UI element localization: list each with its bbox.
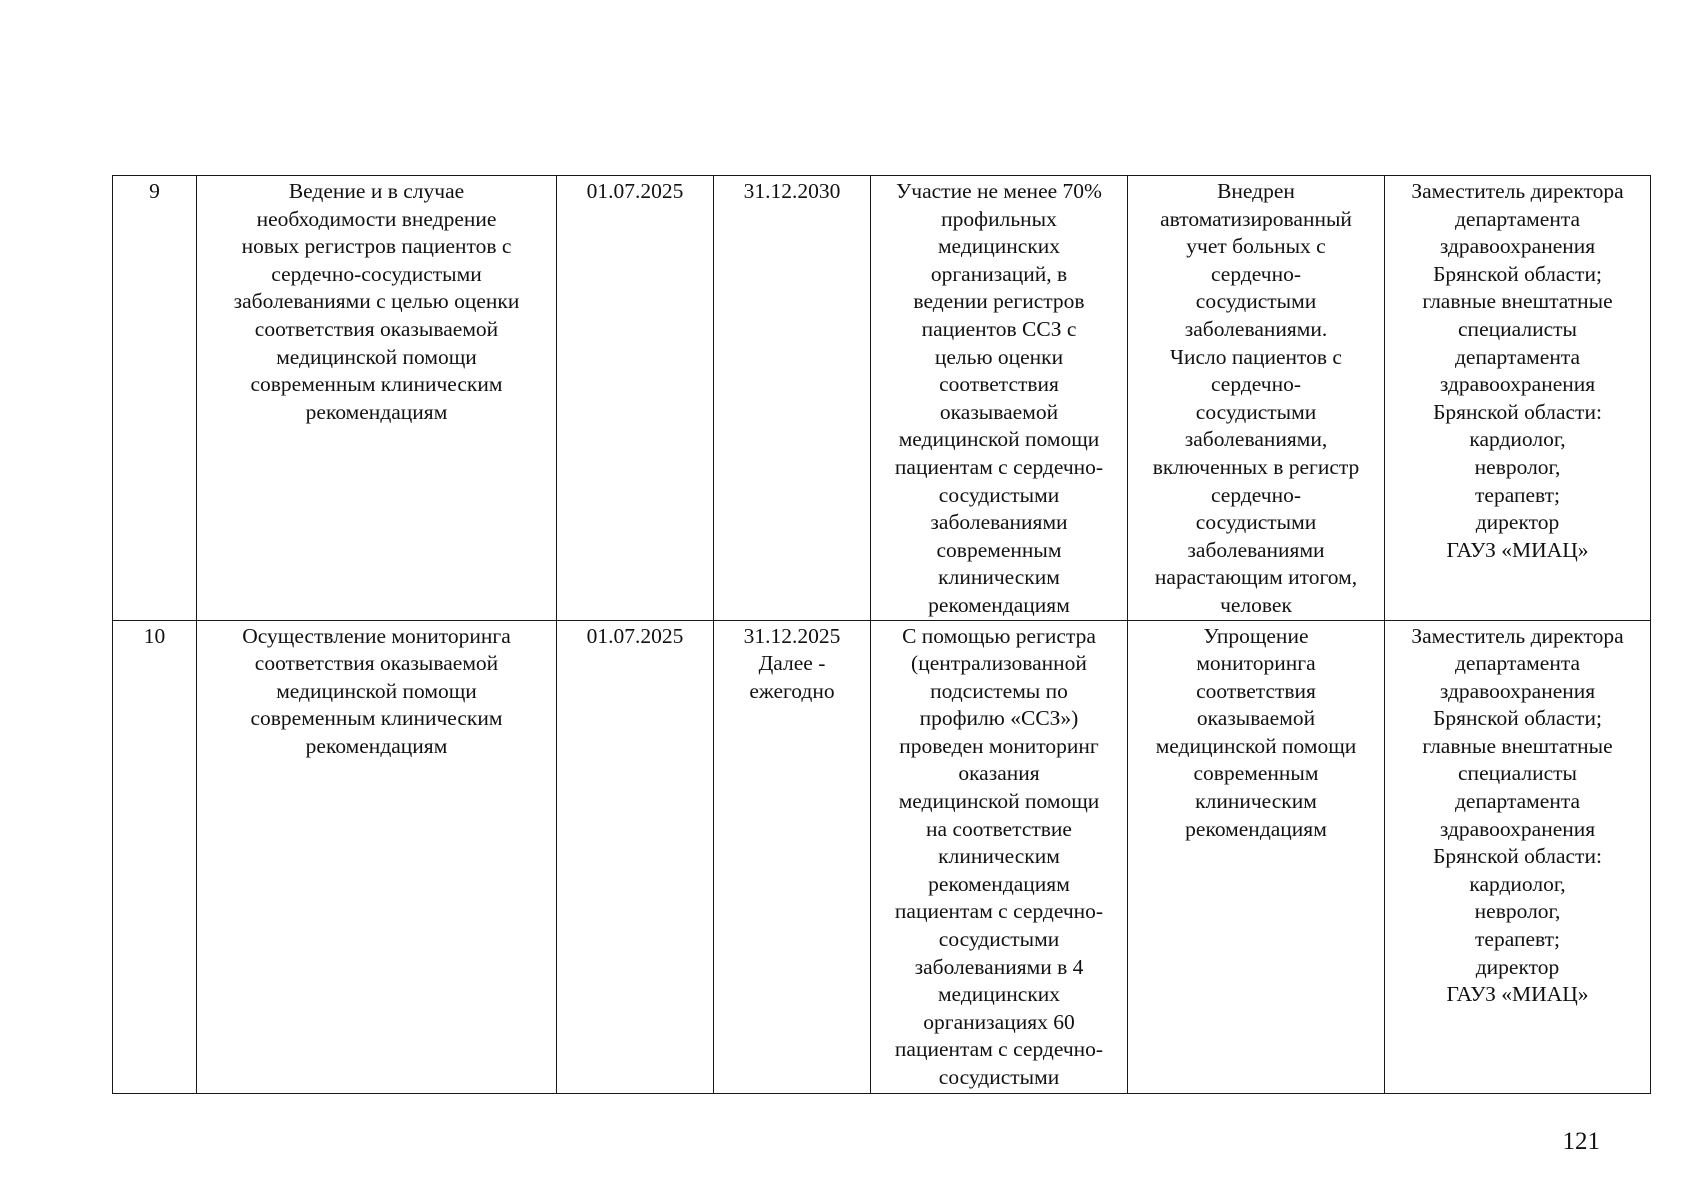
responsible-cell (1385, 620, 1651, 1093)
start-date-cell (557, 176, 714, 621)
row-number: 9 (149, 179, 160, 203)
indicator-text: Внедрен автоматизированный учет больных с сердечно- сосудистыми заболеваниями. Число пациентов с сердечно- сосудистыми заболеваниями, включенных в регистр сердечно- сосудистыми заболеваниями нарастающим итогом, человек (1152, 179, 1360, 617)
activity-text: Ведение и в случае необходимости внедрение новых регистров пациентов с сердечно-сосудистыми заболеваниями с целью оценки соответствия оказываемой медицинской помощи современным клиническим рекомендациям (233, 179, 520, 424)
end-date: 31.12.2030 (743, 179, 841, 203)
responsible-cell (1385, 176, 1651, 621)
result-text: Участие не менее 70% профильных медицинских организаций, в ведении регистров пациентов ССЗ с целью оценки соответствия оказываемой медицинской помощи пациентам с сердечно- сосудистыми заболеваниями современным клиническим рекомендациям (894, 179, 1104, 617)
start-date: 01.07.2025 (586, 623, 684, 648)
responsible-text: Заместитель директора департамента здравоохранения Брянской области; главные внештатные специалисты департамента здравоохранения Брянской области: кардиолог, невролог, терапевт; директор ГАУЗ «МИАЦ» (1411, 179, 1624, 562)
indicator-text: Упрощение мониторинга соответствия оказываемой медицинской помощи современным клиническим рекомендациям (1155, 623, 1357, 841)
indicator-cell (1128, 176, 1385, 621)
result-cell (871, 620, 1128, 1093)
row-number-cell (113, 620, 197, 1093)
result-cell (871, 176, 1128, 621)
row-number: 10 (143, 623, 166, 648)
activity-cell (197, 620, 557, 1093)
start-date-cell (557, 620, 714, 1093)
start-date: 01.07.2025 (586, 179, 684, 203)
row-number-cell (113, 176, 197, 621)
activity-cell (197, 176, 557, 621)
table-row (113, 620, 1651, 1093)
page-number: 121 (1562, 1128, 1600, 1155)
result-text: С помощью регистра (централизованной подсистемы по профилю «ССЗ») проведен мониторинг оказания медицинской помощи на соответствие клиническим рекомендациям пациентам с сердечно- сосудистыми заболеваниями в 4 медицинских организациях 60 пациентам с сердечно- сосудистыми (894, 623, 1104, 1089)
end-date-cell (714, 620, 871, 1093)
end-date: 31.12.2025 Далее - ежегодно (743, 623, 841, 703)
activity-text: Осуществление мониторинга соответствия оказываемой медицинской помощи современным клиническим рекомендациям (242, 623, 511, 758)
table-row (113, 176, 1651, 621)
responsible-text: Заместитель директора департамента здравоохранения Брянской области; главные внештатные специалисты департамента здравоохранения Брянской области: кардиолог, невролог, терапевт; директор ГАУЗ «МИАЦ» (1411, 623, 1624, 1007)
indicator-cell (1128, 620, 1385, 1093)
measures-table (112, 175, 1651, 1094)
end-date-cell (714, 176, 871, 621)
